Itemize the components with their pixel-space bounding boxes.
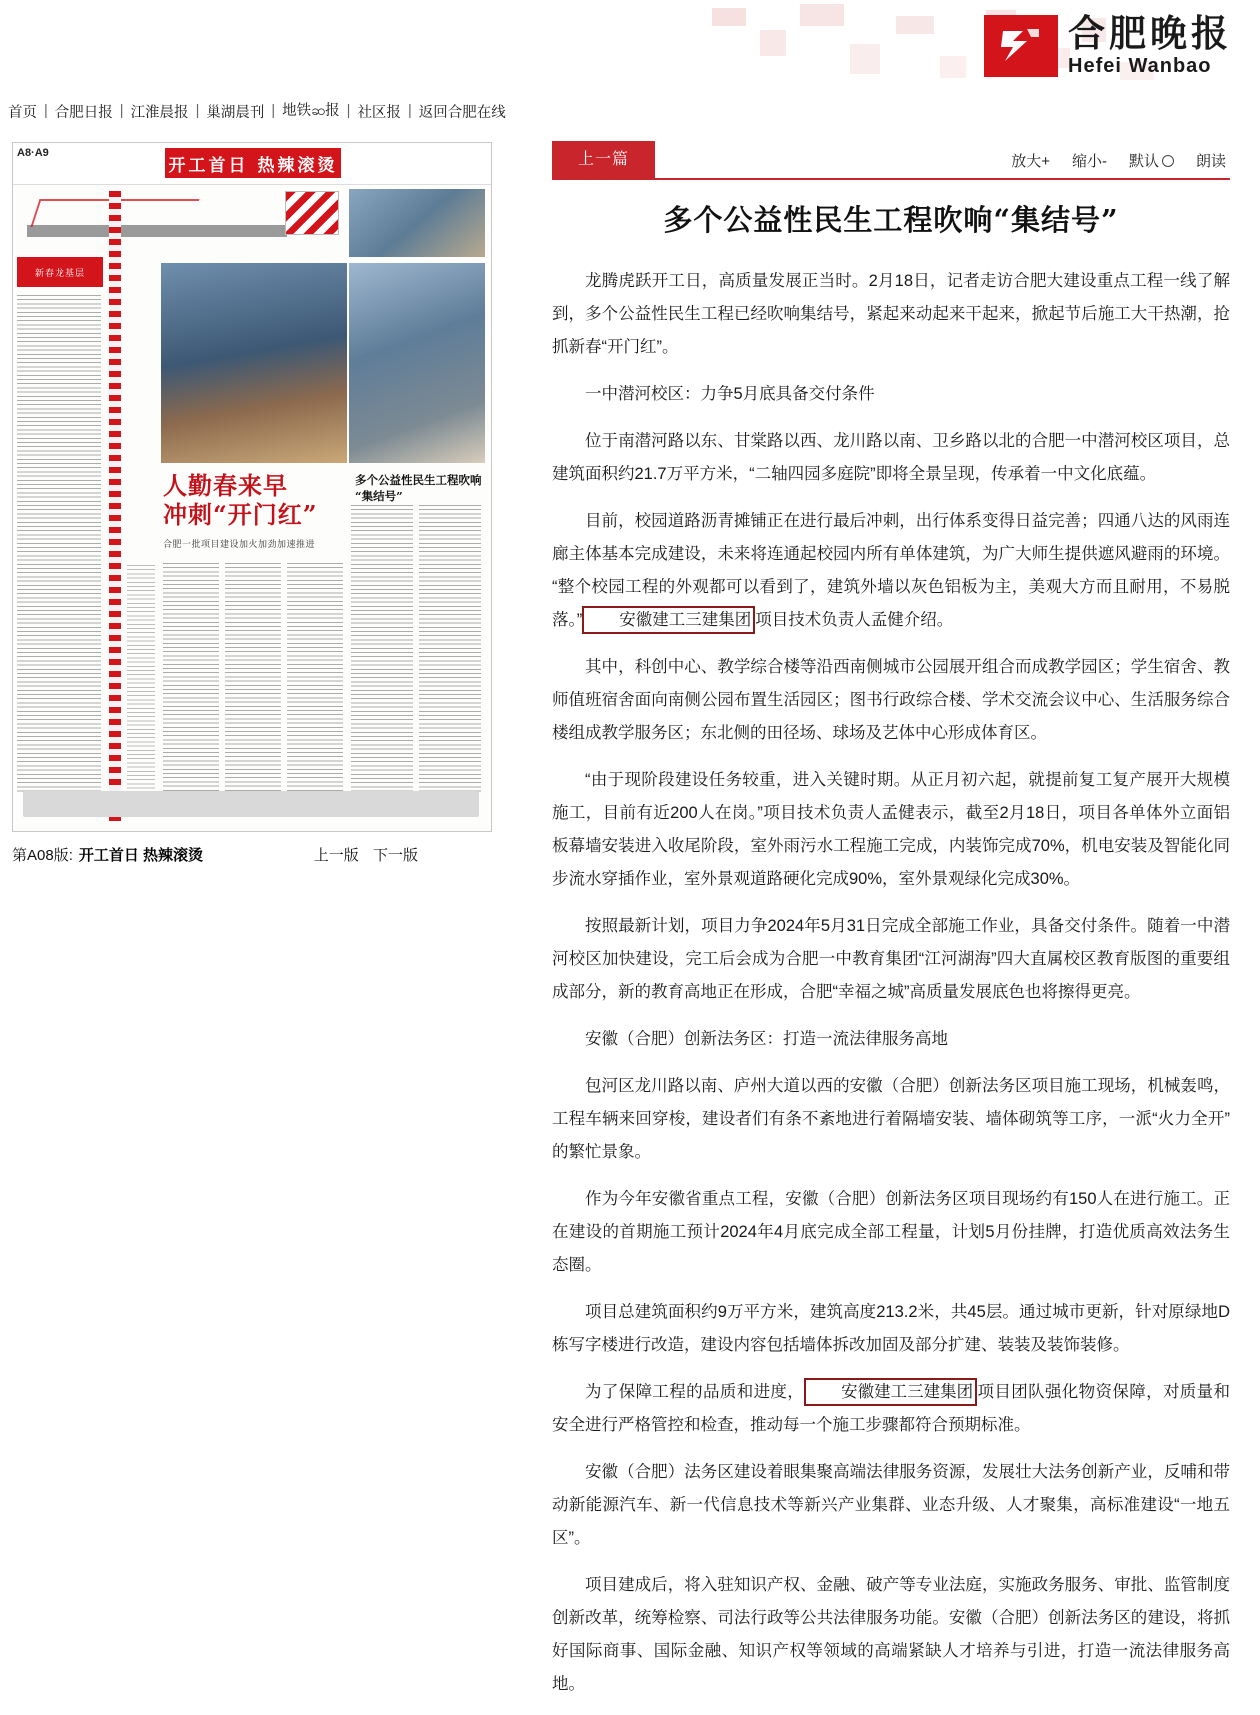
paper-second-headline: 多个公益性民生工程吹响“集结号” — [355, 473, 482, 503]
nav-separator: | — [271, 103, 276, 119]
article-paragraph: 安徽（合肥）法务区建设着眼集聚高端法律服务资源，发展壮大法务创新产业，反哺和带动新能源汽车、新一代信息技术等新兴产业集群、业态升级、人才聚集，高标准建设“一地五区”。 — [552, 1463, 1230, 1547]
paper-caption — [12, 844, 510, 865]
paper-crane-graphic — [109, 191, 121, 821]
circle-icon — [1162, 155, 1174, 167]
masthead — [0, 0, 1260, 96]
article-paragraph: “由于现阶段建设任务较重，进入关键时期。从正月初六起，就提前复工复产展开大规模施工，目前有近200人在岗。”项目技术负责人孟健表示，截至2月18日，项目各单体外立面铝板幕墙安装进入收尾阶段，室外雨污水工程施工完成，内装饰完成70%，机电安装及智能化同步流水穿插作业，室外景观道路硬化完成90%，室外景观绿化完成30%。 — [552, 771, 1230, 888]
article-paragraph: 项目建成后，将入驻知识产权、金融、破产等专业法庭，实施政务服务、审批、监管制度创新改革，统筹检察、司法行政等公共法律服务功能。安徽（合肥）创新法务区的建设，将抓好国际商事、国际金融、知识产权等领域的高端紧缺人才培养与引进，打造一流法律服务高地。 — [552, 1576, 1230, 1693]
article-paragraph: 龙腾虎跃开工日，高质量发展正当时。2月18日，记者走访合肥大建设重点工程一线了解到，多个公益性民生工程已经吹响集结号，紧起来动起来干起来，掀起节后施工大干热潮，抢抓新春“开门红”。 — [552, 272, 1230, 356]
newspaper-preview-column — [0, 134, 520, 865]
page-title: 多个公益性民生工程吹响“集结号” — [663, 203, 1119, 237]
paper-banner-title: 开工首日 热辣滚烫 — [165, 148, 341, 178]
article-paragraph: 作为今年安徽省重点工程，安徽（合肥）创新法务区项目现场约有150人在进行施工。正在建设的首期施工预计2024年4月底完成全部工程量，计划5月份挂牌，打造优质高效法务生态圈。 — [552, 1190, 1230, 1274]
article-column — [520, 134, 1260, 1715]
paper-photo-main — [161, 263, 347, 463]
logo-mark-icon — [984, 15, 1058, 77]
paper-bottom-bar — [23, 791, 479, 817]
default-size-button[interactable] — [1129, 150, 1174, 171]
paper-text-column — [17, 295, 101, 795]
paper-text-column — [163, 563, 219, 795]
read-aloud-button[interactable]: 朗读 — [1195, 152, 1226, 170]
nav-separator: | — [346, 103, 351, 119]
article-paragraph: 项目总建筑面积约9万平方米，建筑高度213.2米，共45层。通过城市更新，针对原绿地D栋写字楼进行改造，建设内容包括墙体拆改加固及部分扩建、装装及装饰装修。 — [552, 1303, 1230, 1354]
paper-text-column — [419, 505, 481, 795]
nav-item-hefei-daily[interactable]: 合肥日报 — [54, 104, 113, 121]
paragraph-text-before: 为了保障工程的品质和进度， — [585, 1383, 805, 1401]
nav-item-chaohu-journal[interactable]: 巢湖晨刊 — [206, 104, 265, 121]
paper-caption-label: 第A08版: — [12, 847, 73, 864]
main-navigation[interactable] — [0, 96, 1260, 126]
paper-page-label — [17, 147, 65, 161]
paper-photo-secondary — [349, 263, 485, 463]
paper-text-column — [127, 565, 155, 795]
nav-item-back-to-hefei-online[interactable]: 返回合肥在线 — [418, 104, 506, 121]
nav-item-home[interactable]: 首页 — [8, 104, 37, 121]
nav-separator: | — [119, 103, 124, 119]
paragraph-text-before: 目前，校园道路沥青摊铺正在进行最后冲刺，出行体系变得日益完善；四通八达的风雨连廊主体基本完成建设，未来将连通起校园内所有单体建筑，为广大师生提供遮风避雨的环境。“整个校园工程的外观都可以看到了，建筑外墙以灰色铝板为主，美观大方而且耐用，不易脱落。” — [552, 512, 1230, 629]
nav-item-jianghuai-morning[interactable]: 江淮晨报 — [130, 104, 189, 121]
paper-pager[interactable] — [304, 844, 418, 865]
paper-caption-title: 开工首日 热辣滚烫 — [78, 847, 204, 864]
paper-barrier-graphic — [285, 191, 339, 235]
article-paragraph: 其中，科创中心、教学综合楼等沿西南侧城市公园展开组合而成教学园区；学生宿舍、教师值班宿舍面向南侧公园布置生活园区；图书行政综合楼、学术交流会议中心、生活服务综合楼组成教学服务区；东北侧的田径场、球场及艺体中心形成体育区。 — [552, 658, 1230, 742]
highlighted-company-name: 安徽建工三建集团 — [804, 1378, 977, 1406]
paper-red-label: 新春龙基层 — [17, 257, 103, 287]
article-paragraph: 按照最新计划，项目力争2024年5月31日完成全部施工作业，具备交付条件。随着一中潜河校区加快建设，完工后会成为合肥一中教育集团“江河湖海”四大直属校区教育版图的重要组成部分，新的教育高地正在形成，合肥“幸福之城”高质量发展底色也将擦得更亮。 — [552, 917, 1230, 1001]
article-tools[interactable] — [1011, 150, 1230, 171]
logo-title-en: Hefei Wanbao — [1068, 54, 1212, 77]
paper-subheadline: 合肥一批项目建设加火加劲加速推进 — [163, 539, 316, 549]
page-content — [0, 126, 1260, 1715]
nav-separator: | — [44, 103, 48, 119]
zoom-out-button[interactable]: 缩小- — [1071, 152, 1107, 170]
article-paragraph-with-mark — [552, 1376, 1230, 1442]
paper-photo-top — [349, 189, 485, 257]
default-size-label: 默认 — [1128, 152, 1159, 170]
article-subheading: 一中潜河校区：力争5月底具备交付条件 — [585, 385, 875, 403]
article-paragraph: 包河区龙川路以南、庐州大道以西的安徽（合肥）创新法务区项目施工现场，机械轰鸣，工程车辆来回穿梭，建设者们有条不紊地进行着隔墙安装、墙体砌筑等工序，一派“火力全开”的繁忙景象。 — [552, 1077, 1230, 1161]
paper-text-column — [225, 563, 281, 795]
paper-text-column — [287, 563, 343, 795]
zoom-in-button[interactable]: 放大+ — [1011, 152, 1050, 170]
paper-headline: 人勤春来早 冲刺“开门红” — [163, 471, 318, 530]
nav-separator: | — [195, 103, 200, 119]
paper-text-column — [351, 505, 413, 795]
article-paragraph-with-mark — [552, 505, 1230, 637]
article-subheading: 安徽（合肥）创新法务区：打造一流法律服务高地 — [585, 1030, 948, 1048]
nav-item-metro-paper[interactable]: 地铁ဆ报 — [282, 103, 340, 119]
prev-page-link[interactable]: 上一版 — [313, 847, 359, 864]
paper-page-number: A8·A9 — [17, 147, 49, 159]
nav-separator: | — [407, 103, 412, 119]
next-page-link[interactable]: 下一版 — [372, 847, 418, 864]
paper-body — [13, 185, 491, 831]
highlighted-company-name: 安徽建工三建集团 — [582, 606, 755, 634]
site-logo[interactable] — [984, 11, 1232, 78]
article-toolbar — [552, 142, 1230, 180]
article-paragraph: 位于南潜河路以东、甘棠路以西、龙川路以南、卫乡路以北的合肥一中潜河校区项目，总建筑面积约21.7万平方米，“二轴四园多庭院”即将全景呈现，传承着一中文化底蕴。 — [552, 432, 1230, 483]
prev-article-button[interactable]: 上一篇 — [552, 141, 655, 179]
paragraph-text-after: 项目技术负责人孟健介绍。 — [755, 611, 954, 629]
nav-item-community-paper[interactable]: 社区报 — [357, 104, 401, 121]
newspaper-page-image[interactable] — [12, 142, 492, 832]
logo-title-cn: 合肥晚报 — [1068, 11, 1232, 55]
paragraph-text-after: 项目团队强化物资保障，对质量和安全进行严格管控和检查，推动每一个施工步骤都符合预期标准。 — [552, 1383, 1231, 1434]
